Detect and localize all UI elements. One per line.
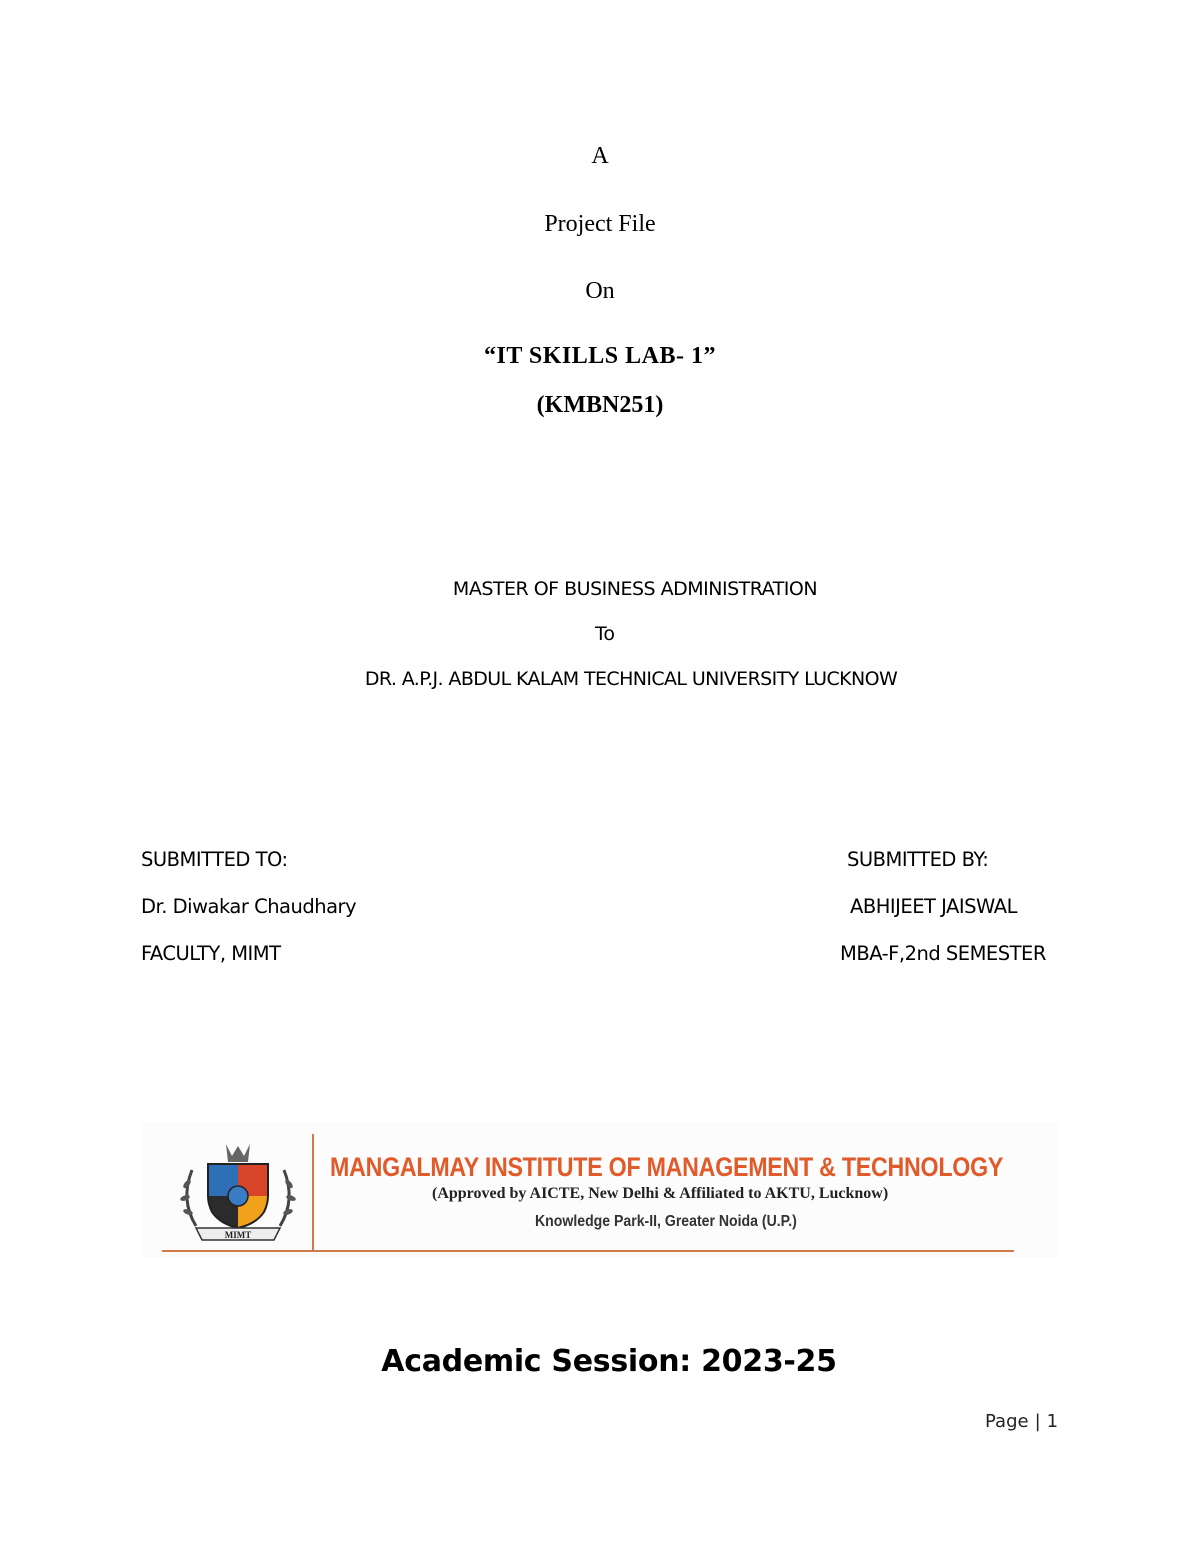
university-name: DR. A.P.J. ABDUL KALAM TECHNICAL UNIVERSITY LUCKNOW	[364, 668, 898, 690]
page-footer	[985, 1411, 1058, 1432]
degree-name: MASTER OF BUSINESS ADMINISTRATION	[452, 578, 818, 600]
institute-address: Knowledge Park-II, Greater Noida (U.P.)	[535, 1213, 797, 1230]
page-label: Page	[985, 1411, 1029, 1432]
submitted-to-name: Dr. Diwakar Chaudhary	[141, 895, 357, 918]
institute-logo-banner	[142, 1122, 1058, 1258]
submitted-to-role: FACULTY, MIMT	[141, 942, 281, 965]
institute-crest-icon	[178, 1140, 298, 1248]
title-line-on: On	[585, 278, 615, 304]
academic-session: Academic Session: 2023-25	[381, 1344, 837, 1379]
page-number: 1	[1046, 1411, 1059, 1432]
submitted-to-label: SUBMITTED TO:	[141, 848, 288, 871]
course-code: (KMBN251)	[536, 392, 664, 418]
banner-underline	[162, 1250, 1014, 1252]
submitted-by-role: MBA-F,2nd SEMESTER	[840, 942, 1046, 965]
crest-ribbon-text: MIMT	[224, 1230, 252, 1240]
institute-approval: (Approved by AICTE, New Delhi & Affiliated to AKTU, Lucknow)	[432, 1185, 889, 1202]
project-subject: “IT SKILLS LAB- 1”	[484, 343, 716, 369]
page-separator: |	[1034, 1411, 1041, 1432]
title-line-a: A	[591, 143, 609, 169]
banner-divider	[312, 1134, 314, 1252]
submitted-by-label: SUBMITTED BY:	[847, 848, 989, 871]
title-line-project-file: Project File	[544, 211, 656, 237]
to-label: To	[594, 623, 615, 645]
institute-name: MANGALMAY INSTITUTE OF MANAGEMENT & TECHNOLOGY	[330, 1152, 1004, 1182]
submitted-by-name: ABHIJEET JAISWAL	[850, 895, 1017, 918]
